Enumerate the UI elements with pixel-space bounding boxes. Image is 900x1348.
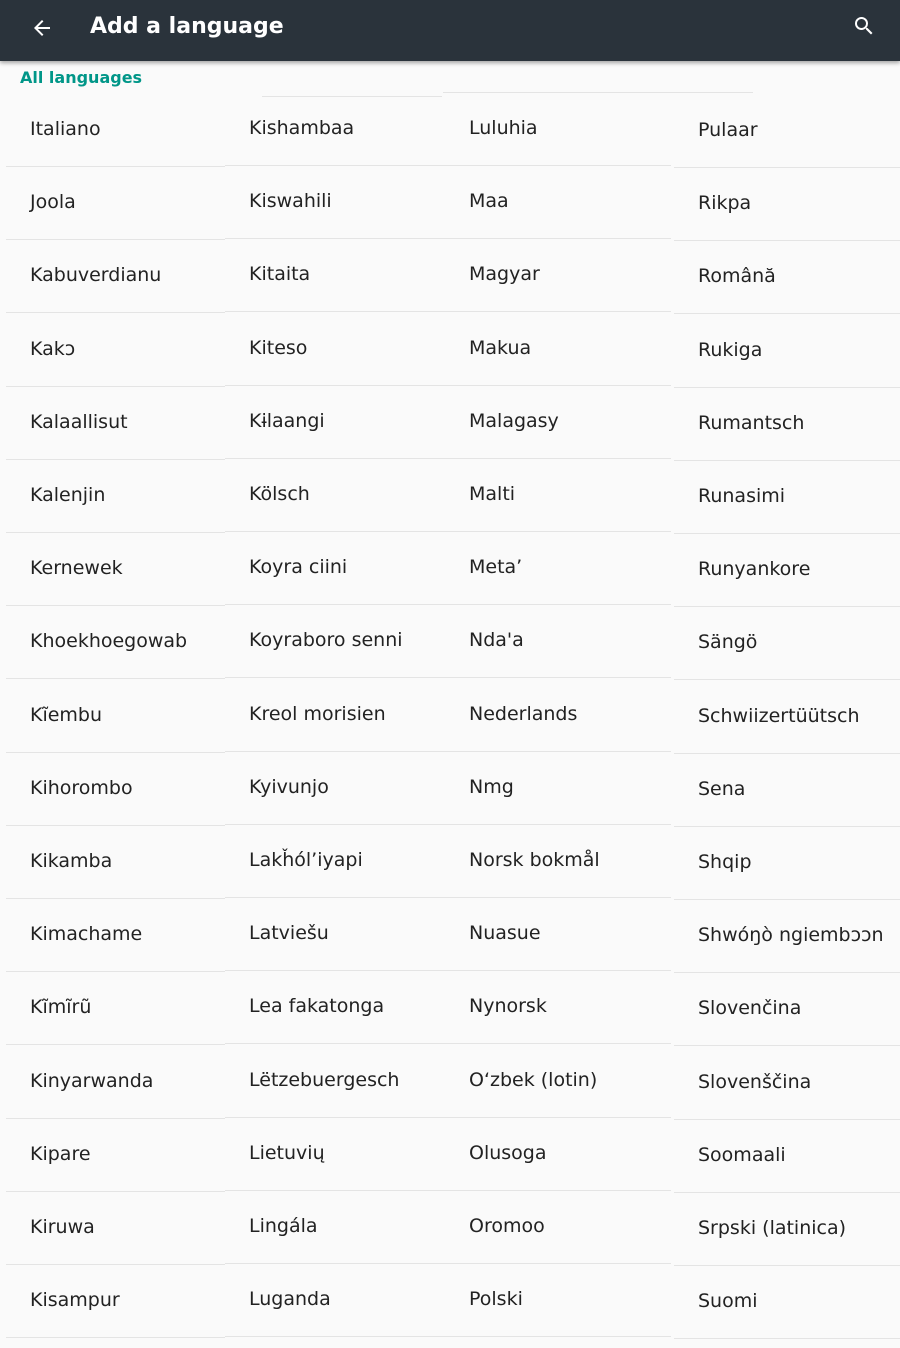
language-item[interactable] xyxy=(674,462,900,534)
language-label: Magyar xyxy=(469,263,540,286)
language-item[interactable] xyxy=(445,680,671,752)
language-item[interactable] xyxy=(6,1266,225,1338)
language-label: Kɨlaangi xyxy=(249,409,325,432)
language-item[interactable] xyxy=(445,533,671,605)
language-label: Slovenčina xyxy=(698,997,802,1020)
language-label: Schwiizertüütsch xyxy=(698,704,860,727)
language-label: Nederlands xyxy=(469,702,578,725)
language-label: Kalenjin xyxy=(30,484,106,506)
language-item[interactable] xyxy=(674,755,900,827)
language-item[interactable] xyxy=(225,899,445,971)
language-label: Soomaali xyxy=(698,1143,786,1166)
language-item[interactable] xyxy=(674,1194,900,1266)
language-item[interactable] xyxy=(445,167,671,239)
language-label: Lea fakatonga xyxy=(249,995,385,1018)
language-item[interactable] xyxy=(6,534,225,606)
language-item[interactable] xyxy=(445,94,671,166)
language-item[interactable] xyxy=(6,827,225,899)
language-label: Oromoo xyxy=(469,1215,545,1237)
language-item[interactable] xyxy=(225,240,445,312)
language-label: Lakȟól’iyapi xyxy=(249,849,363,871)
language-label: Polski xyxy=(469,1288,523,1311)
language-label: Rukiga xyxy=(698,338,763,361)
language-label: Runasimi xyxy=(698,485,786,507)
page-title: Add a language xyxy=(90,14,284,39)
language-item[interactable] xyxy=(445,826,671,898)
language-label: Suomi xyxy=(698,1290,758,1313)
language-label: Kalaallisut xyxy=(30,410,128,433)
language-label: Runyankore xyxy=(698,558,811,581)
language-item[interactable] xyxy=(445,972,671,1044)
language-item[interactable] xyxy=(674,1048,900,1120)
language-label: Kishambaa xyxy=(249,117,355,139)
language-label: Kiswahili xyxy=(249,190,332,213)
language-label: Ndaꞌa xyxy=(469,629,524,652)
language-item[interactable] xyxy=(445,387,671,459)
language-item[interactable] xyxy=(6,461,225,533)
language-label: Srpski (latinica) xyxy=(698,1217,847,1239)
language-item[interactable] xyxy=(674,974,900,1046)
language-label: Kitaita xyxy=(249,263,311,286)
language-item[interactable] xyxy=(6,1120,225,1192)
language-item[interactable] xyxy=(225,94,445,166)
language-item[interactable] xyxy=(6,168,225,240)
language-item[interactable] xyxy=(445,1265,671,1337)
language-label: Maa xyxy=(469,190,509,213)
language-item[interactable] xyxy=(225,387,445,459)
language-label: Română xyxy=(698,265,776,288)
language-item[interactable] xyxy=(674,389,900,461)
language-item[interactable] xyxy=(445,1119,671,1191)
language-item[interactable] xyxy=(674,608,900,680)
language-item[interactable] xyxy=(6,241,225,313)
language-label: Kĩmĩrũ xyxy=(30,996,92,1019)
language-item[interactable] xyxy=(6,754,225,826)
language-item[interactable] xyxy=(674,682,900,754)
language-label: Joola xyxy=(30,191,76,214)
language-label: Luluhia xyxy=(469,117,538,139)
language-item[interactable] xyxy=(225,753,445,825)
language-item[interactable] xyxy=(6,681,225,753)
language-label: Kihorombo xyxy=(30,776,133,799)
language-item[interactable] xyxy=(225,680,445,752)
language-item[interactable] xyxy=(6,315,225,387)
language-label: O‘zbek (lotin) xyxy=(469,1068,598,1091)
language-label: Norsk bokmål xyxy=(469,849,600,871)
language-item[interactable] xyxy=(445,899,671,971)
language-item[interactable] xyxy=(225,314,445,386)
language-label: Rumantsch xyxy=(698,411,805,434)
language-item[interactable] xyxy=(674,1267,900,1339)
language-label: Kernewek xyxy=(30,557,123,580)
language-label: Kinyarwanda xyxy=(30,1069,154,1092)
language-label: Sena xyxy=(698,777,746,800)
language-item[interactable] xyxy=(225,606,445,678)
language-label: Kĩembu xyxy=(30,703,103,726)
language-label: Shqip xyxy=(698,851,752,873)
language-label: Latviešu xyxy=(249,922,329,945)
language-item[interactable] xyxy=(674,96,900,168)
section-header-all-languages: All languages xyxy=(20,68,143,87)
language-item[interactable] xyxy=(674,169,900,241)
language-item[interactable] xyxy=(225,167,445,239)
language-item[interactable] xyxy=(6,900,225,972)
app-bar xyxy=(0,0,900,61)
language-item[interactable] xyxy=(674,1121,900,1193)
language-item[interactable] xyxy=(445,1192,671,1264)
language-label: Kölsch xyxy=(249,483,310,505)
language-label: Koyraboro senni xyxy=(249,629,403,652)
language-label: Olusoga xyxy=(469,1141,547,1164)
language-label: Slovenščina xyxy=(698,1070,812,1093)
language-label: Malagasy xyxy=(469,409,559,432)
language-label: Nynorsk xyxy=(469,995,547,1018)
language-item[interactable] xyxy=(225,1119,445,1191)
language-item[interactable] xyxy=(674,316,900,388)
language-label: Nuasue xyxy=(469,922,541,945)
language-label: Meta’ xyxy=(469,556,523,579)
language-label: Kreol morisien xyxy=(249,702,386,725)
language-label: Kabuverdianu xyxy=(30,264,162,287)
language-label: Kikamba xyxy=(30,850,113,872)
language-item[interactable] xyxy=(225,460,445,532)
language-label: Kyivunjo xyxy=(249,775,329,798)
language-item[interactable] xyxy=(225,826,445,898)
language-label: Italiano xyxy=(30,118,101,140)
language-item[interactable] xyxy=(674,242,900,314)
language-label: Lëtzebuergesch xyxy=(249,1068,400,1091)
language-item[interactable] xyxy=(445,753,671,825)
language-label: Koyra ciini xyxy=(249,556,348,579)
language-item[interactable] xyxy=(225,1046,445,1118)
language-label: Pulaar xyxy=(698,119,758,141)
language-item[interactable] xyxy=(6,607,225,679)
language-label: Kimachame xyxy=(30,923,143,946)
language-label: Sängö xyxy=(698,631,758,654)
back-button[interactable] xyxy=(22,8,62,48)
language-item[interactable] xyxy=(445,460,671,532)
language-label: Lietuvių xyxy=(249,1141,325,1164)
language-item[interactable] xyxy=(225,972,445,1044)
language-label: Shwóŋò ngiembɔɔn xyxy=(698,924,884,947)
language-item[interactable] xyxy=(6,1047,225,1119)
language-item[interactable] xyxy=(445,1046,671,1118)
language-item[interactable] xyxy=(674,901,900,973)
language-item[interactable] xyxy=(674,535,900,607)
language-label: Kiruwa xyxy=(30,1216,95,1238)
language-item[interactable] xyxy=(6,95,225,167)
language-item[interactable] xyxy=(225,1265,445,1337)
language-label: Lingála xyxy=(249,1215,318,1237)
language-item[interactable] xyxy=(6,973,225,1045)
language-item[interactable] xyxy=(445,314,671,386)
language-item[interactable] xyxy=(674,828,900,900)
search-icon xyxy=(852,14,876,38)
language-item[interactable] xyxy=(6,388,225,460)
language-label: Malti xyxy=(469,483,516,505)
language-item[interactable] xyxy=(225,1192,445,1264)
language-item[interactable] xyxy=(445,606,671,678)
divider xyxy=(443,92,753,93)
language-item[interactable] xyxy=(225,533,445,605)
arrow-left-icon xyxy=(30,16,54,40)
language-item[interactable] xyxy=(445,240,671,312)
language-label: Makua xyxy=(469,336,532,359)
language-label: Kiteso xyxy=(249,336,308,359)
language-label: Kipare xyxy=(30,1142,91,1165)
language-label: Rikpa xyxy=(698,192,752,215)
search-button[interactable] xyxy=(842,6,886,46)
language-label: Luganda xyxy=(249,1288,331,1311)
language-label: Nmg xyxy=(469,775,514,798)
language-label: Khoekhoegowab xyxy=(30,630,188,653)
language-label: Kisampur xyxy=(30,1289,120,1312)
language-label: Kakɔ xyxy=(30,337,76,360)
language-item[interactable] xyxy=(6,1193,225,1265)
